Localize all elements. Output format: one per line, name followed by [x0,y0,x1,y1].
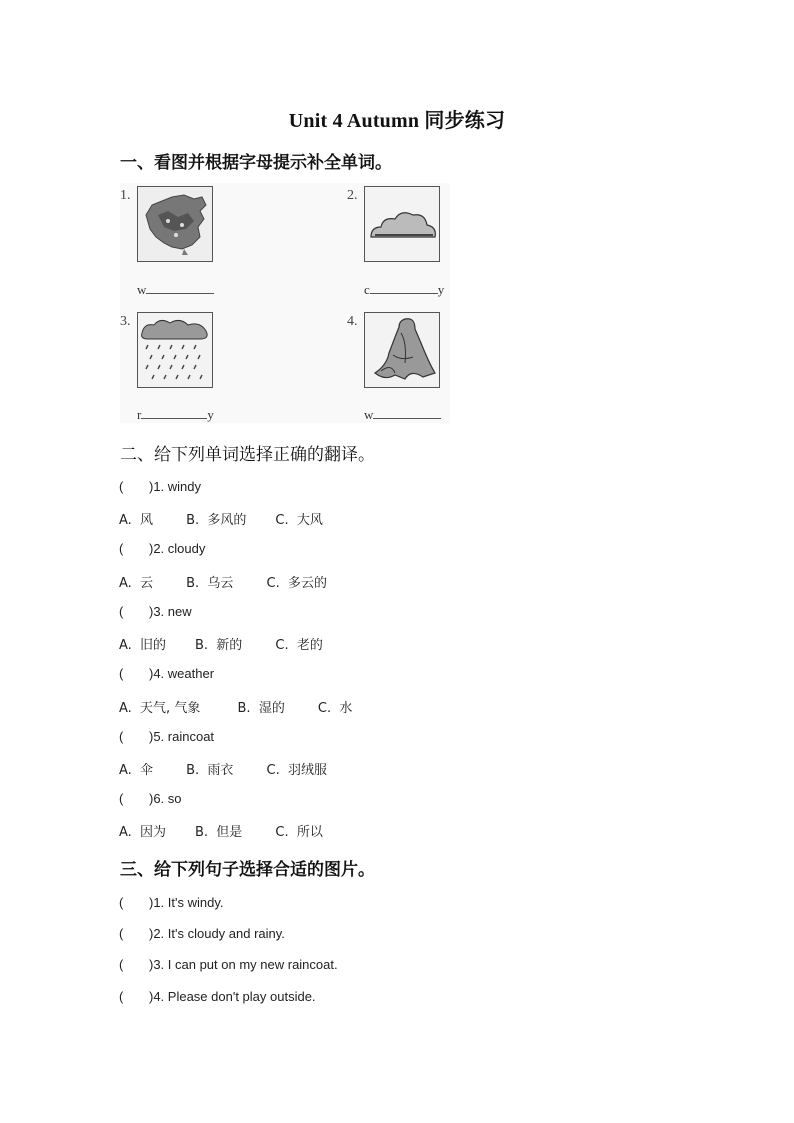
s2-question-2[interactable] [119,541,205,556]
s2-question-6-text: )6. so [149,791,182,806]
answer-paren: ( [119,895,124,910]
item-4-blank[interactable] [364,407,441,423]
s2-question-1-text: )1. windy [149,479,202,494]
s3-question-4-text: )4. Please don't play outside. [149,989,316,1004]
s3-question-3[interactable] [119,957,338,972]
s3-question-2-text: )2. It's cloudy and rainy. [149,926,285,941]
s2-question-3[interactable] [119,604,192,619]
s2-question-6[interactable] [119,791,182,806]
item-3-end-letter: y [207,407,214,422]
item-1-blank[interactable] [137,282,214,298]
item-3-blank[interactable] [137,407,214,423]
s2-question-2-text: )2. cloudy [149,541,206,556]
s2-question-4-text: )4. weather [149,666,215,681]
map-icon [137,186,213,262]
page-title: Unit 4 Autumn 同步练习 [288,110,506,132]
answer-paren: ( [119,729,124,744]
s2-question-1[interactable] [119,479,201,494]
s2-question-3-text: )3. new [149,604,192,619]
s3-question-1[interactable] [119,895,223,910]
answer-paren: ( [119,957,124,972]
item-1-number: 1. [120,188,131,203]
wind-coat-icon [364,312,440,388]
s2-options-1: A. 风 B. 多风的 C. 大风 [119,513,323,528]
s2-options-5: A. 伞 B. 雨衣 C. 羽绒服 [119,763,327,778]
item-3-number: 3. [120,314,131,329]
s2-options-6: A. 因为 B. 但是 C. 所以 [119,825,323,840]
item-2-blank[interactable] [364,282,444,298]
s2-options-4: A. 天气, 气象 B. 湿的 C. 水 [119,701,353,716]
cloud-icon [364,186,440,262]
s2-question-5-text: )5. raincoat [149,729,215,744]
item-4-start-letter: w [364,407,374,422]
s2-question-5[interactable] [119,729,214,744]
s3-question-1-text: )1. It's windy. [149,895,224,910]
s3-question-3-text: )3. I can put on my new raincoat. [149,957,338,972]
rain-icon [137,312,213,388]
s2-options-3: A. 旧的 B. 新的 C. 老的 [119,638,323,653]
item-4-number: 4. [347,314,358,329]
item-1-start-letter: w [137,282,147,297]
s2-question-4[interactable] [119,666,214,681]
s3-question-4[interactable] [119,989,316,1004]
item-2-end-letter: y [437,282,445,297]
answer-paren: ( [119,604,124,619]
answer-paren: ( [119,989,124,1004]
item-2-start-letter: c [364,282,370,297]
item-2-number: 2. [347,188,358,203]
answer-paren: ( [119,479,124,494]
answer-paren: ( [119,926,124,941]
s2-options-2: A. 云 B. 乌云 C. 多云的 [119,576,327,591]
answer-paren: ( [119,541,124,556]
section-1-heading: 一、看图并根据字母提示补全单词。 [120,153,392,173]
answer-paren: ( [119,666,124,681]
item-3-start-letter: r [137,407,142,422]
section-3-heading: 三、给下列句子选择合适的图片。 [120,860,375,880]
s3-question-2[interactable] [119,926,285,941]
answer-paren: ( [119,791,124,806]
section-2-heading: 二、给下列单词选择正确的翻译。 [120,445,375,465]
